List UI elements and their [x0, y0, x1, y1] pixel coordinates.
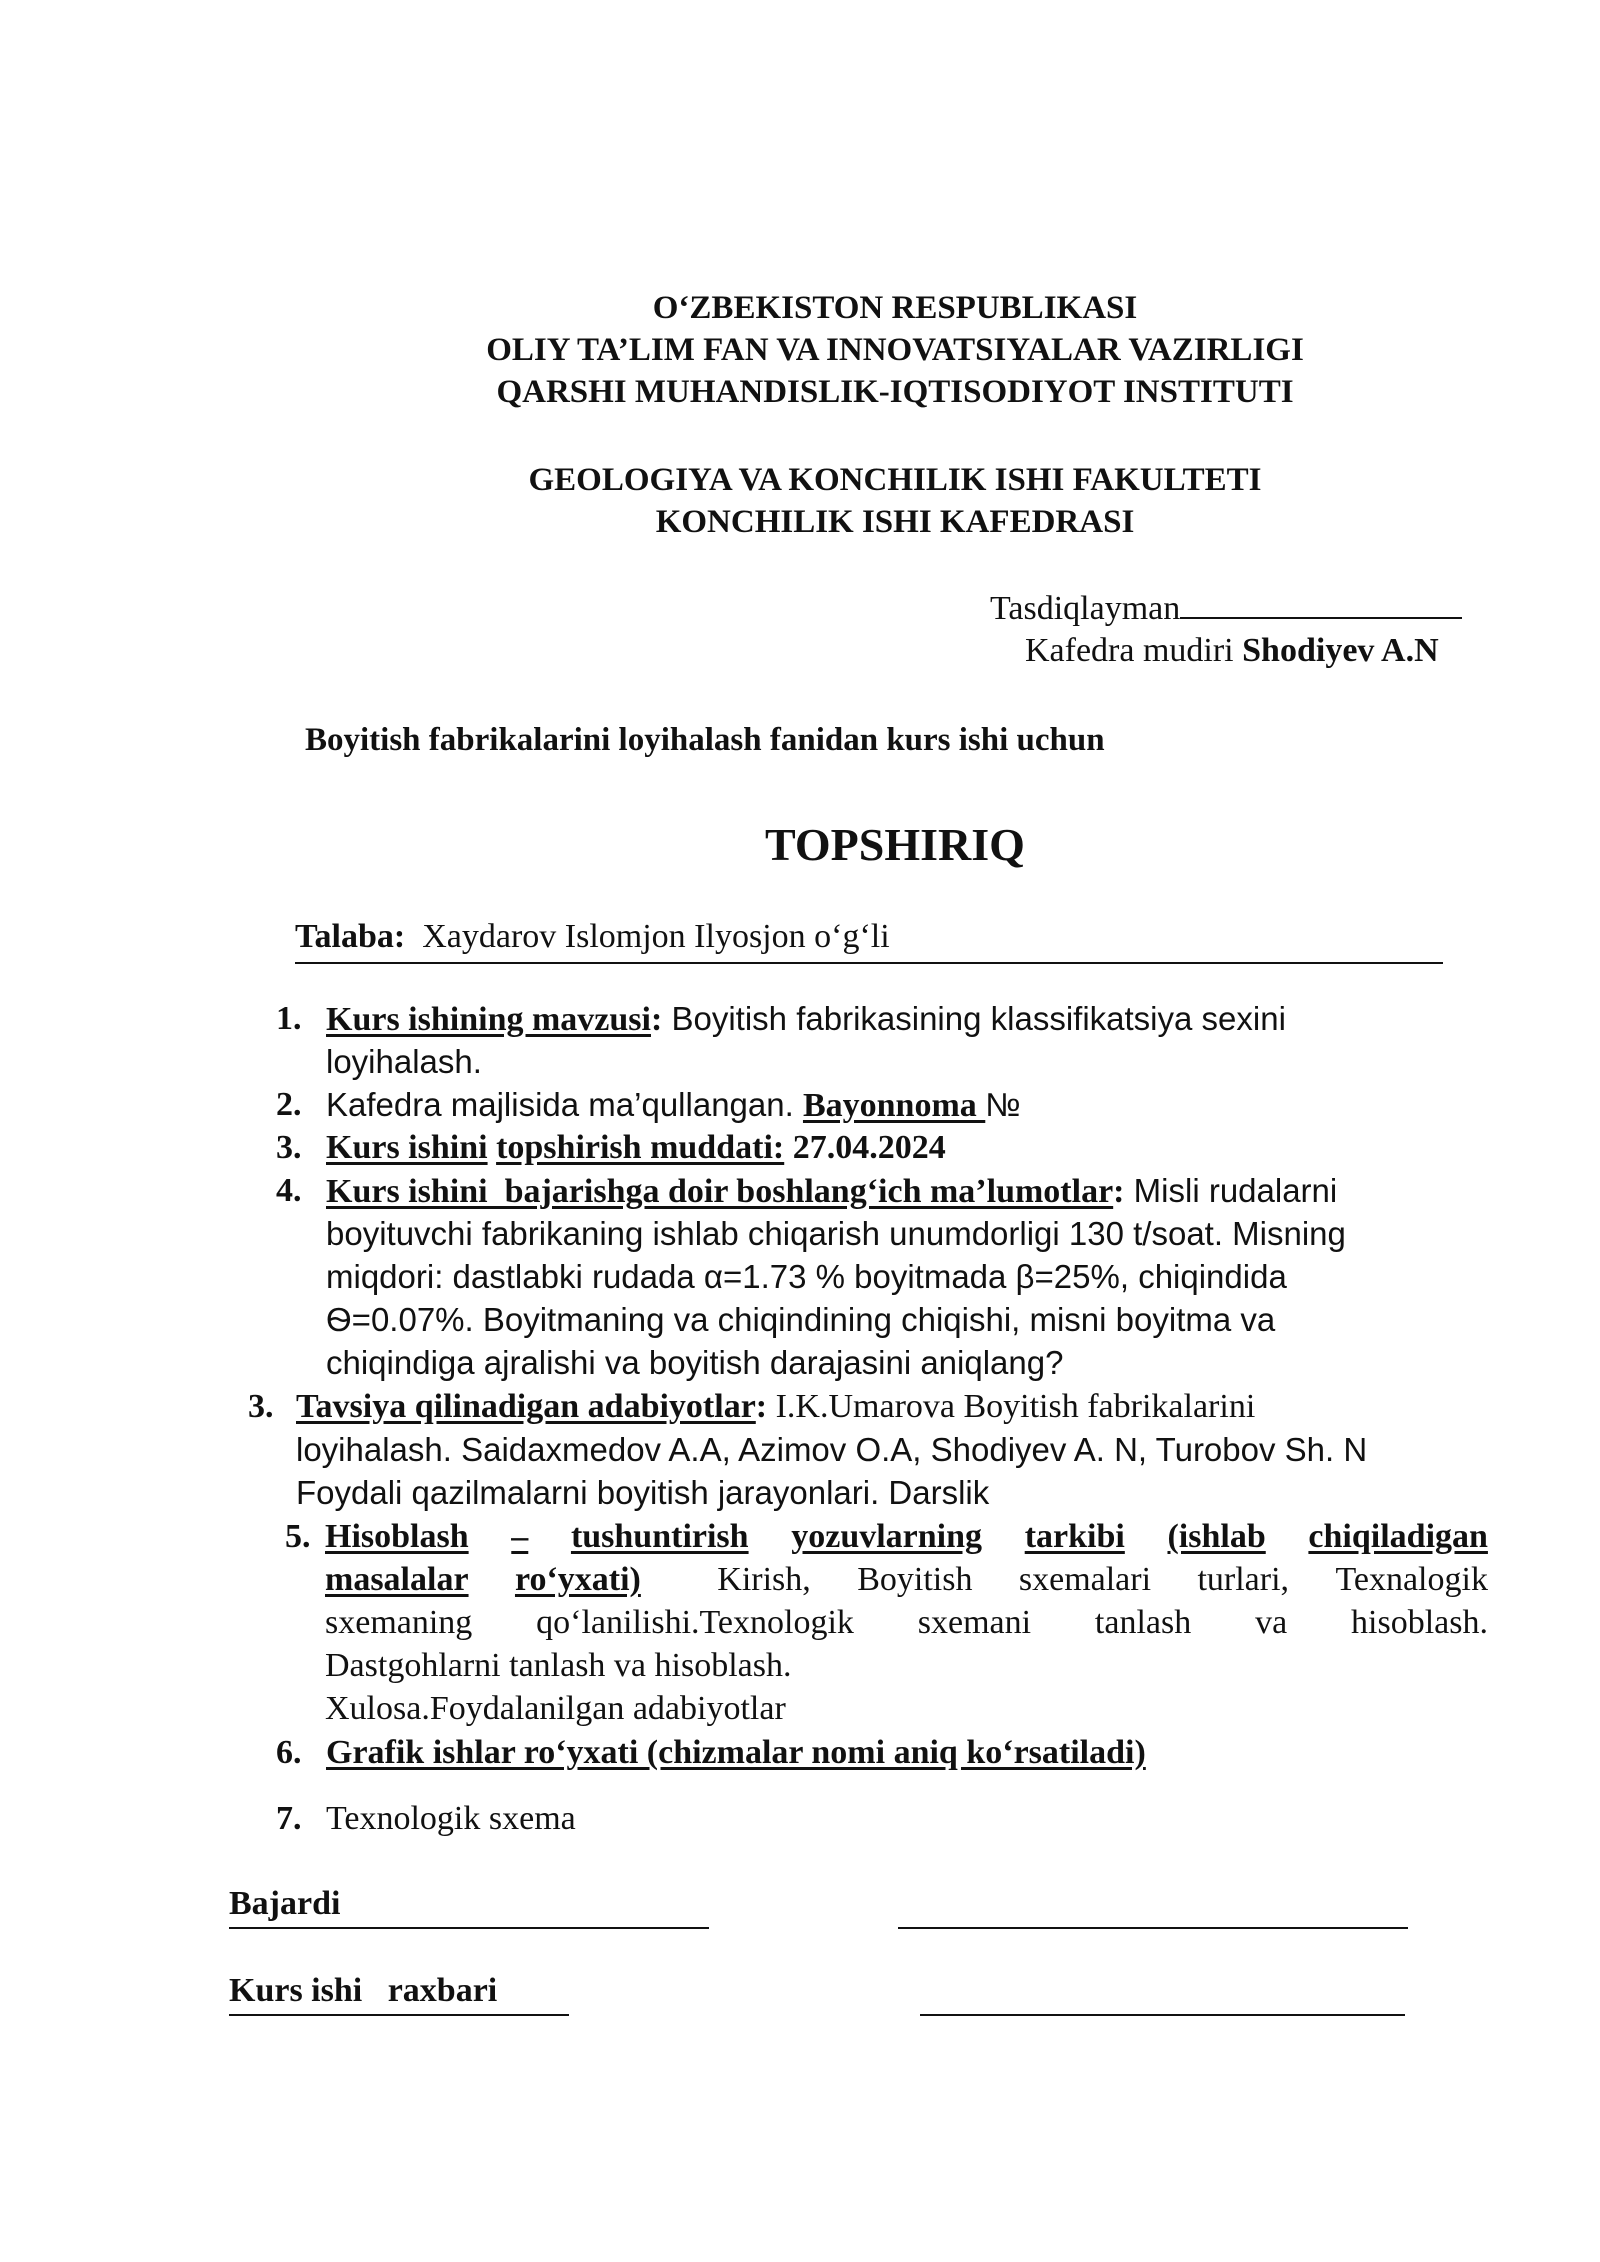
ministry-country-heading: O‘ZBEKISTON RESPUBLIKASI [652, 290, 1138, 326]
item-5-line-3 [325, 1604, 1488, 1642]
item-3-label-b: topshirish muddati: [496, 1129, 785, 1166]
item-5-word: chiqiladigan [1308, 1518, 1488, 1555]
student-label: Talaba: [295, 918, 406, 955]
item-4-colon: : [1113, 1173, 1125, 1210]
faculty-heading: GEOLOGIYA VA KONCHILIK ISHI FAKULTETI [528, 462, 1262, 498]
supervisor-signature-line [920, 2014, 1405, 2016]
item-literature-text: I.K.Umarova Boyitish fabrikalarini [775, 1388, 1256, 1425]
approval-block [990, 590, 1490, 628]
item-5-line-4: Dastgohlarni tanlash va hisoblash. [325, 1647, 792, 1684]
institute-heading: QARSHI MUHANDISLIK-IQTISODIYOT INSTITUTI [496, 374, 1294, 410]
item-1-line-1 [326, 1000, 1286, 1039]
item-6-label: Grafik ishlar ro‘yxati (chizmalar nomi aniq ko‘rsatiladi) [326, 1734, 1146, 1771]
item-7-number: 7. [276, 1800, 302, 1837]
item-4-line-1 [326, 1172, 1337, 1211]
performed-underline-left [229, 1927, 709, 1929]
student-row [295, 918, 1443, 964]
performed-signature-line [898, 1927, 1408, 1929]
item-5-label-a: masalalar [325, 1561, 469, 1598]
item-4-line-3: miqdori: dastlabki rudada α=1.73 % boyitmada β=25%, chiqindida [326, 1258, 1287, 1295]
item-5-word: Kirish, [717, 1561, 811, 1598]
item-1-line-2: loyihalash. [326, 1043, 482, 1080]
student-name: Xaydarov Islomjon Ilyosjon o‘g‘li [422, 918, 890, 955]
item-5-label-b: ro‘yxati) [514, 1561, 641, 1598]
item-3-number: 3. [276, 1129, 302, 1166]
item-2-number: 2. [276, 1086, 302, 1123]
item-2-line [326, 1086, 1021, 1125]
item-4-text: Misli rudalarni [1133, 1172, 1338, 1209]
item-4-label: Kurs ishini bajarishga doir boshlang‘ich ma’lumotlar [326, 1173, 1114, 1210]
item-literature-number: 3. [248, 1388, 274, 1425]
item-5-word: tushuntirish [570, 1518, 749, 1555]
item-literature-label: Tavsiya qilinadigan adabiyotlar [296, 1388, 756, 1425]
item-1-text: Boyitish fabrikasining klassifikatsiya sexini [671, 1000, 1286, 1037]
item-3-label-a: Kurs ishini [326, 1129, 488, 1166]
item-5-word: (ishlab [1167, 1518, 1266, 1555]
item-5-word: hisoblash. [1351, 1604, 1488, 1641]
item-5-word: Hisoblash [325, 1518, 469, 1555]
item-2-label: Bayonnoma [802, 1087, 986, 1124]
performed-label: Bajardi [229, 1885, 341, 1922]
item-5-word: – [511, 1518, 529, 1555]
approval-signature-line [1180, 617, 1462, 619]
item-literature-line-2: loyihalash. Saidaxmedov A.A, Azimov O.A, Shodiyev A. N, Turobov Sh. N [296, 1431, 1368, 1468]
item-1-colon: : [650, 1001, 663, 1038]
item-5-line-5: Xulosa.Foydalanilgan adabiyotlar [325, 1690, 786, 1727]
item-literature-line-1 [296, 1388, 1255, 1426]
item-5-word: sxemaning [325, 1604, 473, 1641]
item-5-line-2 [325, 1561, 1488, 1599]
item-literature-line-3: Foydali qazilmalarni boyitish jarayonlari. Darslik [296, 1474, 990, 1511]
item-4-line-4: Ѳ=0.07%. Boyitmaning va chiqindining chiqishi, misni boyitma va [326, 1301, 1276, 1338]
approval-role: Kafedra mudiri [1025, 632, 1234, 669]
item-5-word: qo‘lanilishi.Texnologik [536, 1604, 854, 1641]
item-5-word: yozuvlarning [791, 1518, 983, 1555]
supervisor-underline-left [229, 2014, 569, 2016]
item-5-word: sxemani [917, 1604, 1032, 1641]
item-5-word: Texnalogik [1335, 1561, 1488, 1598]
item-2-text: Kafedra majlisida ma’qullangan. [326, 1086, 794, 1123]
item-1-label: Kurs ishining mavzusi [326, 1001, 651, 1038]
item-5-word: tarkibi [1024, 1518, 1125, 1555]
item-3-date: 27.04.2024 [792, 1129, 946, 1166]
course-subtitle: Boyitish fabrikalarini loyihalash fanidan kurs ishi uchun [305, 722, 1105, 758]
item-literature-colon: : [755, 1388, 768, 1425]
ministry-heading: OLIY TA’LIM FAN VA INNOVATSIYALAR VAZIRLIGI [486, 332, 1304, 368]
item-5-word: tanlash [1094, 1604, 1192, 1641]
item-5-word: Boyitish [857, 1561, 973, 1598]
item-3-line [326, 1129, 946, 1167]
item-5-word: turlari, [1197, 1561, 1290, 1598]
item-4-number: 4. [276, 1172, 302, 1209]
item-5-line-1 [325, 1518, 1488, 1556]
approval-name: Shodiyev A.N [1242, 632, 1439, 669]
item-2-sign: № [985, 1086, 1021, 1123]
approval-signatory [1025, 632, 1439, 670]
item-4-line-5: chiqindiga ajralishi va boyitish darajasini aniqlang? [326, 1344, 1064, 1381]
document-title: TOPSHIRIQ [765, 819, 1025, 870]
item-4-line-2: boyituvchi fabrikaning ishlab chiqarish unumdorligi 130 t/soat. Misning [326, 1215, 1346, 1252]
item-5-word: sxemalari [1018, 1561, 1152, 1598]
approval-label: Tasdiqlayman [990, 590, 1181, 627]
item-7-text: Texnologik sxema [326, 1800, 576, 1837]
item-5-number: 5. [285, 1518, 311, 1555]
item-5-word: va [1255, 1604, 1288, 1641]
supervisor-label: Kurs ishi raxbari [229, 1972, 498, 2009]
department-heading: KONCHILIK ISHI KAFEDRASI [655, 504, 1135, 540]
item-6-number: 6. [276, 1734, 302, 1771]
item-1-number: 1. [276, 1000, 302, 1037]
